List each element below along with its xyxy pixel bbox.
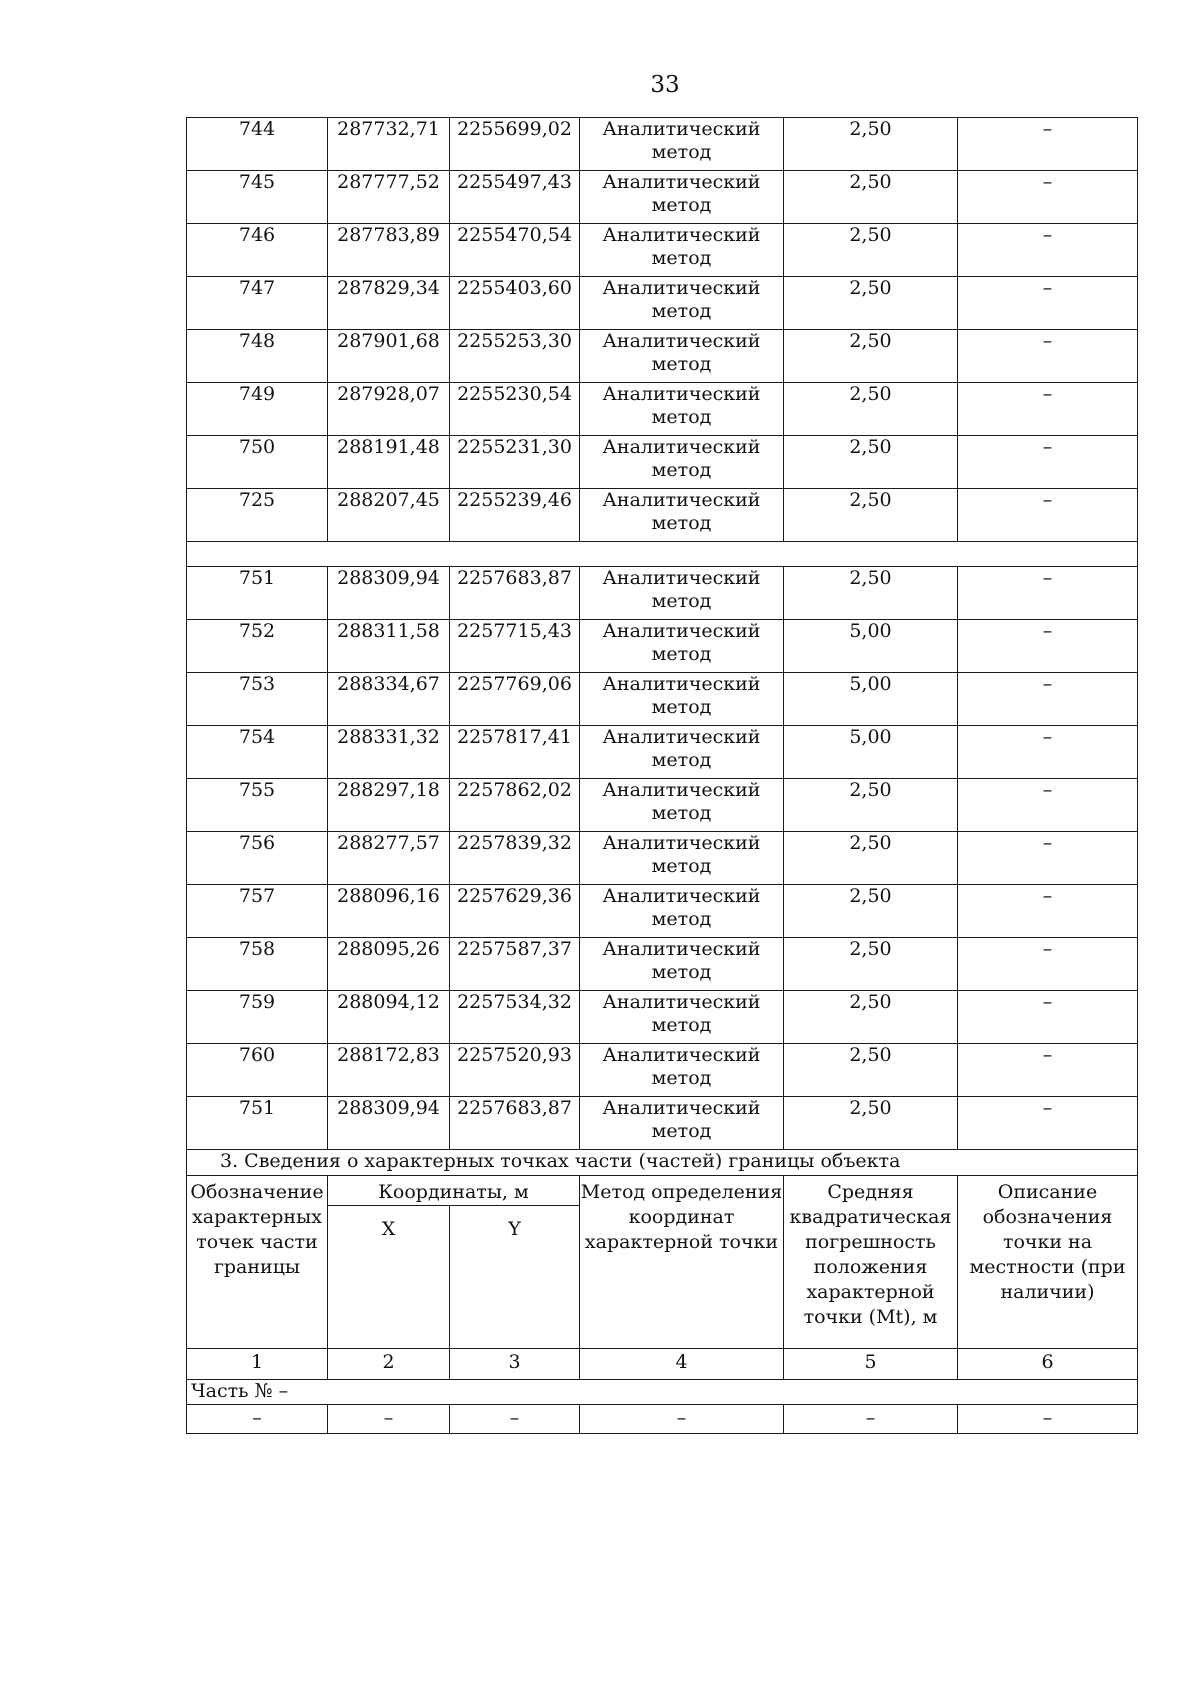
x-coordinate-cell: 287732,71 <box>328 118 450 171</box>
point-row <box>187 330 1138 383</box>
description-cell: – <box>958 436 1138 489</box>
empty-cell: – <box>784 1405 958 1434</box>
point-id-cell: 744 <box>187 118 328 171</box>
mean-error-cell: 5,00 <box>784 673 958 726</box>
mean-error-cell: 2,50 <box>784 779 958 832</box>
point-row <box>187 383 1138 436</box>
point-row <box>187 832 1138 885</box>
point-id-cell: 760 <box>187 1044 328 1097</box>
method-cell <box>580 885 784 938</box>
method-line-1: Аналитический <box>602 171 761 193</box>
point-id-cell: 758 <box>187 938 328 991</box>
method-line-1: Аналитический <box>602 489 761 511</box>
empty-cell: – <box>580 1405 784 1434</box>
x-coordinate-cell: 288094,12 <box>328 991 450 1044</box>
method-line-2: метод <box>651 353 712 375</box>
method-cell <box>580 1044 784 1097</box>
mean-error-cell: 2,50 <box>784 118 958 171</box>
point-row <box>187 171 1138 224</box>
method-line-2: метод <box>651 643 712 665</box>
point-row <box>187 277 1138 330</box>
y-coordinate-cell: 2255239,46 <box>450 489 580 542</box>
mean-error-cell: 2,50 <box>784 224 958 277</box>
y-coordinate-cell: 2255230,54 <box>450 383 580 436</box>
point-id-cell: 750 <box>187 436 328 489</box>
empty-cell: – <box>187 1405 328 1434</box>
x-coordinate-cell: 288207,45 <box>328 489 450 542</box>
method-cell <box>580 489 784 542</box>
method-line-1: Аналитический <box>602 118 761 140</box>
mean-error-cell: 2,50 <box>784 1097 958 1150</box>
point-row <box>187 938 1138 991</box>
method-line-1: Аналитический <box>602 436 761 458</box>
y-coordinate-cell: 2257587,37 <box>450 938 580 991</box>
point-id-cell: 725 <box>187 489 328 542</box>
mean-error-cell: 2,50 <box>784 832 958 885</box>
method-line-1: Аналитический <box>602 726 761 748</box>
method-cell <box>580 832 784 885</box>
x-coordinate-cell: 288172,83 <box>328 1044 450 1097</box>
point-row <box>187 726 1138 779</box>
section-3-title-row <box>187 1150 1138 1176</box>
description-cell: – <box>958 1044 1138 1097</box>
header-point-designation: Обозначение характерных точек части границы <box>187 1176 328 1349</box>
method-line-2: метод <box>651 961 712 983</box>
description-cell: – <box>958 938 1138 991</box>
method-line-2: метод <box>651 141 712 163</box>
method-line-2: метод <box>651 194 712 216</box>
method-cell <box>580 620 784 673</box>
method-line-2: метод <box>651 247 712 269</box>
y-coordinate-cell: 2257534,32 <box>450 991 580 1044</box>
empty-data-row <box>187 1405 1138 1434</box>
method-cell <box>580 330 784 383</box>
empty-cell: – <box>328 1405 450 1434</box>
method-line-1: Аналитический <box>602 1097 761 1119</box>
section-3-title: 3. Сведения о характерных точках части (частей) границы объекта <box>187 1150 1138 1176</box>
method-cell <box>580 118 784 171</box>
method-cell <box>580 673 784 726</box>
part-label-row <box>187 1380 1138 1405</box>
method-cell <box>580 171 784 224</box>
section-3-block <box>187 1150 1138 1434</box>
y-coordinate-cell: 2257839,32 <box>450 832 580 885</box>
point-id-cell: 751 <box>187 1097 328 1150</box>
description-cell: – <box>958 489 1138 542</box>
method-cell <box>580 383 784 436</box>
y-coordinate-cell: 2255253,30 <box>450 330 580 383</box>
description-cell: – <box>958 1097 1138 1150</box>
method-line-2: метод <box>651 855 712 877</box>
description-cell: – <box>958 171 1138 224</box>
method-cell <box>580 567 784 620</box>
description-cell: – <box>958 832 1138 885</box>
point-id-cell: 749 <box>187 383 328 436</box>
mean-error-cell: 2,50 <box>784 277 958 330</box>
point-row <box>187 436 1138 489</box>
mean-error-cell: 2,50 <box>784 436 958 489</box>
method-line-1: Аналитический <box>602 832 761 854</box>
method-line-2: метод <box>651 908 712 930</box>
column-number: 5 <box>784 1349 958 1380</box>
description-cell: – <box>958 779 1138 832</box>
x-coordinate-cell: 288309,94 <box>328 1097 450 1150</box>
column-number: 6 <box>958 1349 1138 1380</box>
point-id-cell: 748 <box>187 330 328 383</box>
x-coordinate-cell: 288331,32 <box>328 726 450 779</box>
header-y: Y <box>450 1206 580 1349</box>
point-row <box>187 224 1138 277</box>
method-line-1: Аналитический <box>602 277 761 299</box>
point-id-cell: 755 <box>187 779 328 832</box>
x-coordinate-cell: 288297,18 <box>328 779 450 832</box>
x-coordinate-cell: 288311,58 <box>328 620 450 673</box>
y-coordinate-cell: 2257520,93 <box>450 1044 580 1097</box>
point-id-cell: 752 <box>187 620 328 673</box>
point-row <box>187 779 1138 832</box>
method-line-2: метод <box>651 1067 712 1089</box>
method-cell <box>580 436 784 489</box>
method-cell <box>580 779 784 832</box>
method-line-1: Аналитический <box>602 620 761 642</box>
y-coordinate-cell: 2257629,36 <box>450 885 580 938</box>
empty-cell: – <box>958 1405 1138 1434</box>
column-number: 1 <box>187 1349 328 1380</box>
method-line-2: метод <box>651 1120 712 1142</box>
column-number: 4 <box>580 1349 784 1380</box>
y-coordinate-cell: 2255699,02 <box>450 118 580 171</box>
point-id-cell: 745 <box>187 171 328 224</box>
method-line-1: Аналитический <box>602 885 761 907</box>
mean-error-cell: 2,50 <box>784 171 958 224</box>
boundary-points-table <box>186 117 1138 1434</box>
header-method: Метод определения координат характерной точки <box>580 1176 784 1349</box>
x-coordinate-cell: 287928,07 <box>328 383 450 436</box>
method-line-1: Аналитический <box>602 383 761 405</box>
point-id-cell: 759 <box>187 991 328 1044</box>
mean-error-cell: 2,50 <box>784 1044 958 1097</box>
table-group-1 <box>187 118 1138 542</box>
description-cell: – <box>958 885 1138 938</box>
point-id-cell: 753 <box>187 673 328 726</box>
description-cell: – <box>958 224 1138 277</box>
y-coordinate-cell: 2257817,41 <box>450 726 580 779</box>
header-mean-error: Средняя квадратическая погрешность положения характерной точки (Mt), м <box>784 1176 958 1349</box>
x-coordinate-cell: 288096,16 <box>328 885 450 938</box>
x-coordinate-cell: 288309,94 <box>328 567 450 620</box>
point-id-cell: 757 <box>187 885 328 938</box>
header-coordinates: Координаты, м <box>328 1176 580 1206</box>
method-line-2: метод <box>651 749 712 771</box>
point-id-cell: 754 <box>187 726 328 779</box>
x-coordinate-cell: 288334,67 <box>328 673 450 726</box>
column-numbers-row <box>187 1349 1138 1380</box>
method-cell <box>580 1097 784 1150</box>
description-cell: – <box>958 118 1138 171</box>
y-coordinate-cell: 2257683,87 <box>450 567 580 620</box>
mean-error-cell: 5,00 <box>784 726 958 779</box>
method-line-2: метод <box>651 1014 712 1036</box>
page-number: 33 <box>650 72 680 98</box>
group-separator-row <box>187 542 1138 567</box>
point-row <box>187 885 1138 938</box>
x-coordinate-cell: 287777,52 <box>328 171 450 224</box>
point-id-cell: 751 <box>187 567 328 620</box>
x-coordinate-cell: 288095,26 <box>328 938 450 991</box>
description-cell: – <box>958 991 1138 1044</box>
description-cell: – <box>958 620 1138 673</box>
part-label: Часть № – <box>187 1380 1138 1405</box>
description-cell: – <box>958 567 1138 620</box>
y-coordinate-cell: 2257683,87 <box>450 1097 580 1150</box>
description-cell: – <box>958 726 1138 779</box>
method-line-1: Аналитический <box>602 938 761 960</box>
method-line-2: метод <box>651 459 712 481</box>
column-number: 2 <box>328 1349 450 1380</box>
point-id-cell: 756 <box>187 832 328 885</box>
mean-error-cell: 2,50 <box>784 991 958 1044</box>
method-line-2: метод <box>651 802 712 824</box>
method-line-2: метод <box>651 406 712 428</box>
mean-error-cell: 5,00 <box>784 620 958 673</box>
method-line-1: Аналитический <box>602 330 761 352</box>
mean-error-cell: 2,50 <box>784 938 958 991</box>
point-id-cell: 746 <box>187 224 328 277</box>
point-row <box>187 1044 1138 1097</box>
description-cell: – <box>958 673 1138 726</box>
x-coordinate-cell: 288191,48 <box>328 436 450 489</box>
method-line-1: Аналитический <box>602 779 761 801</box>
header-row <box>187 1176 1138 1206</box>
x-coordinate-cell: 287783,89 <box>328 224 450 277</box>
y-coordinate-cell: 2255470,54 <box>450 224 580 277</box>
mean-error-cell: 2,50 <box>784 489 958 542</box>
mean-error-cell: 2,50 <box>784 567 958 620</box>
y-coordinate-cell: 2257715,43 <box>450 620 580 673</box>
method-cell <box>580 938 784 991</box>
mean-error-cell: 2,50 <box>784 885 958 938</box>
mean-error-cell: 2,50 <box>784 383 958 436</box>
empty-cell: – <box>450 1405 580 1434</box>
y-coordinate-cell: 2255497,43 <box>450 171 580 224</box>
method-cell <box>580 277 784 330</box>
method-line-2: метод <box>651 696 712 718</box>
point-row <box>187 991 1138 1044</box>
point-row <box>187 489 1138 542</box>
method-line-1: Аналитический <box>602 567 761 589</box>
separator-cell <box>187 542 1138 567</box>
point-row <box>187 567 1138 620</box>
method-line-1: Аналитический <box>602 673 761 695</box>
method-cell <box>580 224 784 277</box>
method-line-1: Аналитический <box>602 224 761 246</box>
x-coordinate-cell: 288277,57 <box>328 832 450 885</box>
y-coordinate-cell: 2257862,02 <box>450 779 580 832</box>
column-number: 3 <box>450 1349 580 1380</box>
point-row <box>187 1097 1138 1150</box>
description-cell: – <box>958 277 1138 330</box>
point-row <box>187 620 1138 673</box>
description-cell: – <box>958 330 1138 383</box>
x-coordinate-cell: 287829,34 <box>328 277 450 330</box>
table-group-2 <box>187 567 1138 1150</box>
header-description: Описание обозначения точки на местности (при наличии) <box>958 1176 1138 1349</box>
method-line-1: Аналитический <box>602 991 761 1013</box>
y-coordinate-cell: 2255231,30 <box>450 436 580 489</box>
y-coordinate-cell: 2255403,60 <box>450 277 580 330</box>
method-line-2: метод <box>651 512 712 534</box>
y-coordinate-cell: 2257769,06 <box>450 673 580 726</box>
method-line-2: метод <box>651 300 712 322</box>
x-coordinate-cell: 287901,68 <box>328 330 450 383</box>
method-cell <box>580 726 784 779</box>
mean-error-cell: 2,50 <box>784 330 958 383</box>
point-row <box>187 118 1138 171</box>
point-row <box>187 673 1138 726</box>
method-line-2: метод <box>651 590 712 612</box>
method-line-1: Аналитический <box>602 1044 761 1066</box>
header-x: X <box>328 1206 450 1349</box>
description-cell: – <box>958 383 1138 436</box>
method-cell <box>580 991 784 1044</box>
point-id-cell: 747 <box>187 277 328 330</box>
